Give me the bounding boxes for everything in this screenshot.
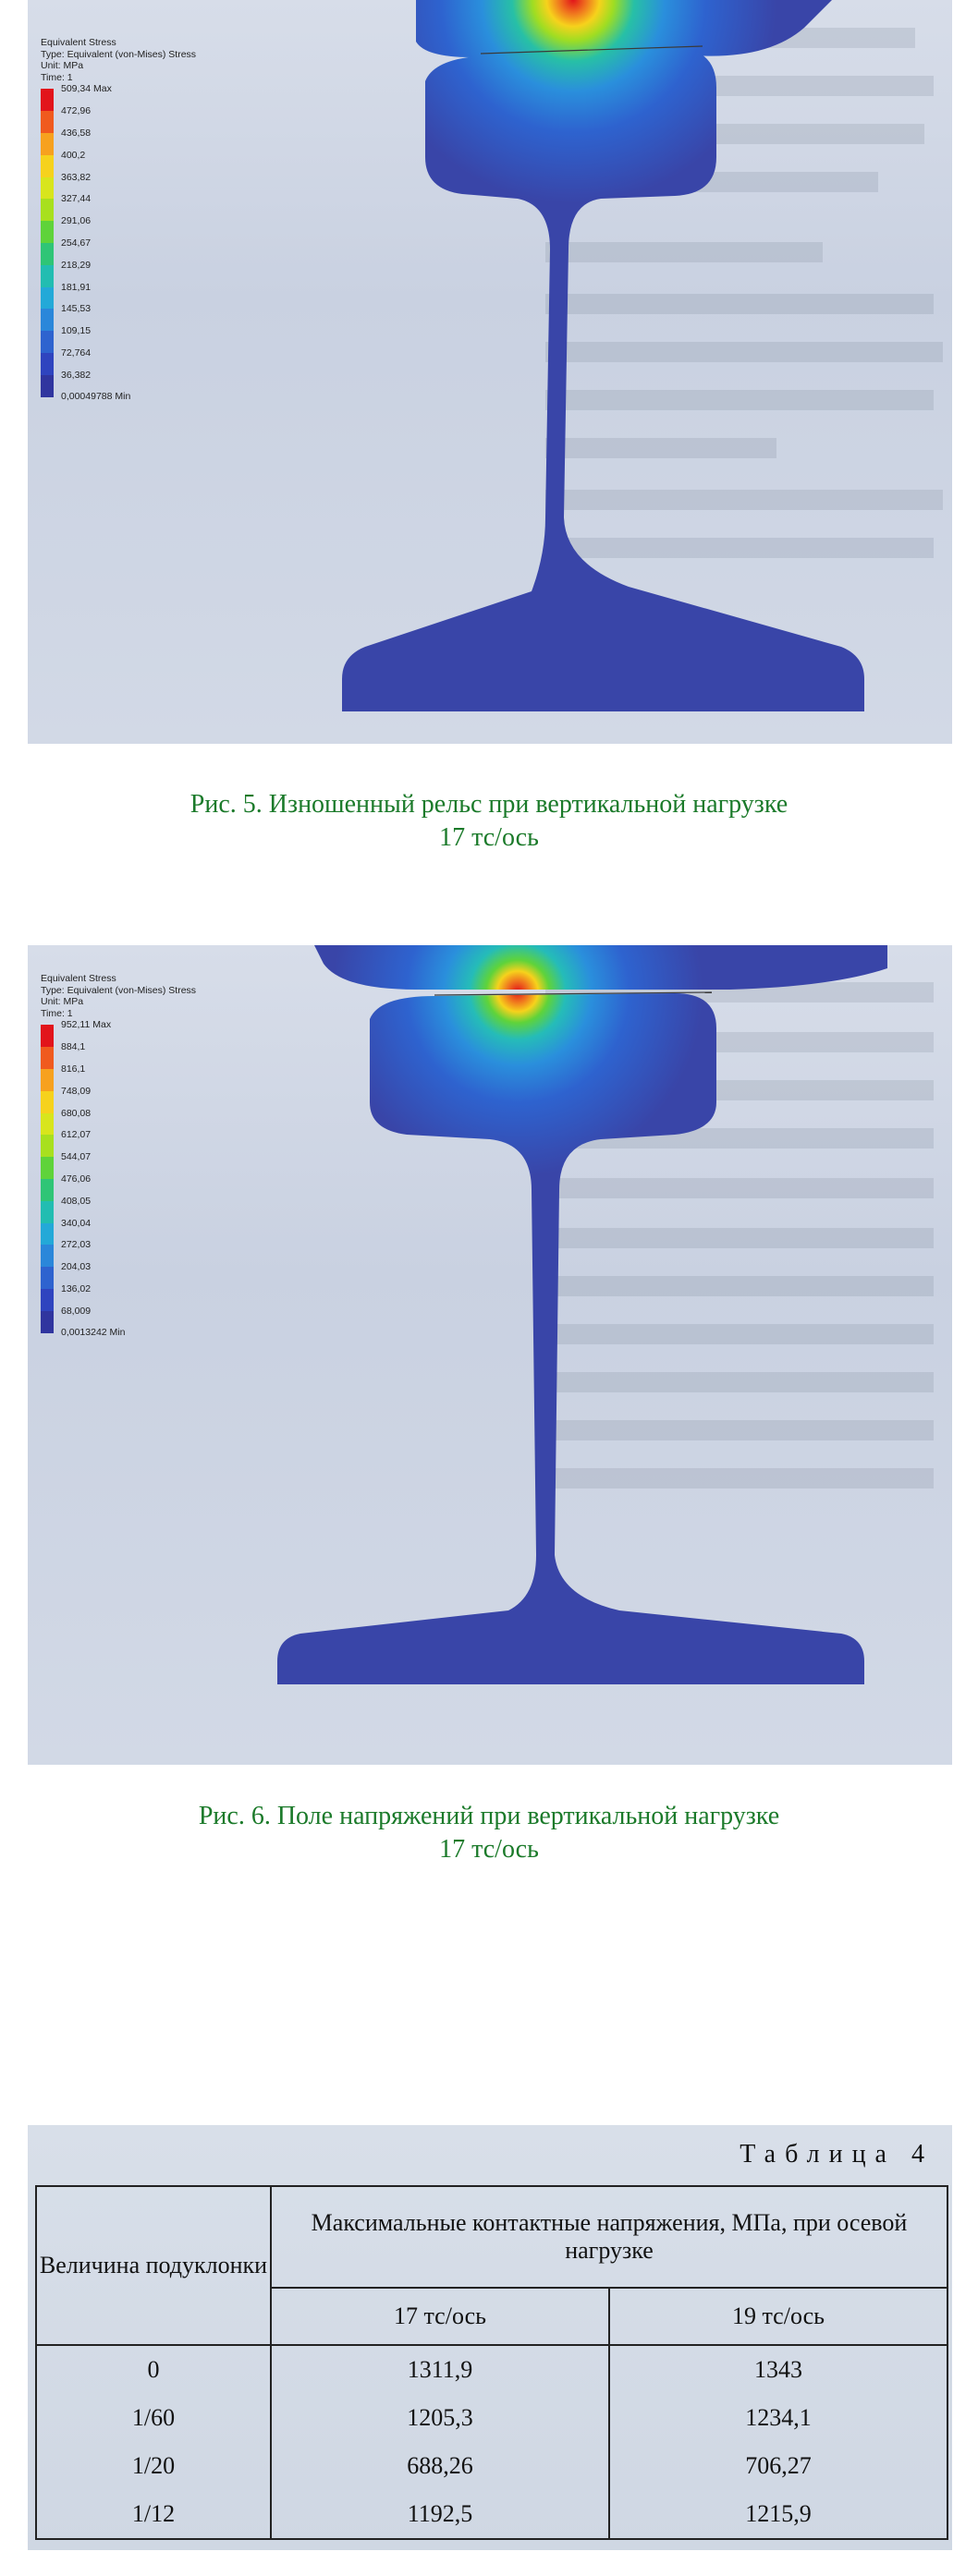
table-cell: 0 <box>36 2345 271 2394</box>
legend-swatch <box>41 1179 54 1201</box>
table-cell: 1205,3 <box>271 2394 609 2442</box>
legend-swatch <box>41 331 54 353</box>
table-cell: 1311,9 <box>271 2345 609 2394</box>
legend-level-label: 0,00049788 Min <box>61 390 131 402</box>
legend-title: Equivalent Stress <box>41 37 116 48</box>
table-cell: 1/60 <box>36 2394 271 2442</box>
legend-level-label: 68,009 <box>61 1305 92 1317</box>
legend-swatch <box>41 309 54 331</box>
legend-swatch <box>41 1025 54 1047</box>
column-header-19: 19 тс/ось <box>609 2288 947 2345</box>
legend-swatch <box>41 1091 54 1113</box>
legend-swatch <box>41 1311 54 1333</box>
legend-swatch <box>41 243 54 265</box>
legend-time: Time: 1 <box>41 71 73 83</box>
rail-head-and-web <box>277 993 864 1684</box>
table-cell: 1/12 <box>36 2490 271 2539</box>
legend-swatch <box>41 111 54 133</box>
figure-5 <box>28 0 952 744</box>
legend-level-label: 272,03 <box>61 1239 92 1251</box>
table-cell: 1215,9 <box>609 2490 947 2539</box>
legend-level-label: 109,15 <box>61 325 92 337</box>
legend-level-label: 0,0013242 Min <box>61 1326 126 1338</box>
stress-legend <box>41 37 226 402</box>
table-cell: 1234,1 <box>609 2394 947 2442</box>
caption-line-1: Рис. 6. Поле напряжений при вертикальной нагрузке <box>198 1802 780 1830</box>
legend-swatch <box>41 1113 54 1136</box>
legend-level-label: 436,58 <box>61 127 92 139</box>
legend-swatch <box>41 1267 54 1289</box>
legend-level-label: 72,764 <box>61 346 92 358</box>
legend-level-label: 884,1 <box>61 1041 86 1053</box>
legend-unit: Unit: MPa <box>41 60 84 72</box>
column-header-slope: Величина подуклонки <box>36 2186 271 2345</box>
figure-6 <box>28 945 952 1765</box>
table-row <box>36 2394 947 2442</box>
figure-5-caption <box>0 788 978 855</box>
legend-swatch <box>41 1135 54 1157</box>
legend-level-label: 327,44 <box>61 193 92 205</box>
table-cell: 688,26 <box>271 2442 609 2490</box>
legend-swatch <box>41 375 54 397</box>
column-header-group: Максимальные контактные напряжения, МПа, при осевой нагрузке <box>271 2186 947 2288</box>
legend-level-label: 400,2 <box>61 149 86 161</box>
legend-swatch <box>41 287 54 310</box>
legend-swatch <box>41 133 54 155</box>
legend-unit: Unit: MPa <box>41 996 84 1008</box>
rail-head-and-web <box>342 48 864 711</box>
legend-level-label: 544,07 <box>61 1151 92 1163</box>
legend-level-label: 472,96 <box>61 105 92 117</box>
legend-level-label: 218,29 <box>61 259 92 271</box>
column-header-17: 17 тс/ось <box>271 2288 609 2345</box>
legend-level-label: 748,09 <box>61 1085 92 1097</box>
legend-swatch <box>41 1201 54 1223</box>
legend-level-label: 612,07 <box>61 1129 92 1141</box>
legend-swatch <box>41 221 54 243</box>
legend-level-label: 408,05 <box>61 1195 92 1207</box>
legend-swatch <box>41 1245 54 1267</box>
legend-swatch <box>41 199 54 221</box>
legend-scale <box>41 83 226 402</box>
legend-level-label: 816,1 <box>61 1063 86 1075</box>
legend-level-label: 509,34 Max <box>61 83 112 95</box>
figure-6-caption <box>0 1800 978 1866</box>
legend-level-label: 181,91 <box>61 281 92 293</box>
legend-band <box>41 369 226 402</box>
legend-level-label: 145,53 <box>61 303 92 315</box>
legend-level-label: 680,08 <box>61 1107 92 1119</box>
caption-line-2: 17 тс/ось <box>439 1835 539 1864</box>
legend-swatch <box>41 1157 54 1179</box>
legend-swatch <box>41 89 54 111</box>
legend-title: Equivalent Stress <box>41 973 116 984</box>
legend-type: Type: Equivalent (von-Mises) Stress <box>41 48 197 60</box>
legend-level-label: 363,82 <box>61 171 92 183</box>
wheel-shape <box>314 945 887 990</box>
legend-swatch <box>41 1047 54 1069</box>
table-cell: 1/20 <box>36 2442 271 2490</box>
legend-level-label: 36,382 <box>61 369 92 381</box>
table-label: Таблица 4 <box>740 2140 934 2169</box>
legend-type: Type: Equivalent (von-Mises) Stress <box>41 984 197 996</box>
table-row <box>36 2345 947 2394</box>
legend-swatch <box>41 177 54 200</box>
legend-scale <box>41 1019 226 1338</box>
legend-swatch <box>41 1289 54 1311</box>
table-cell: 706,27 <box>609 2442 947 2490</box>
caption-line-2: 17 тс/ось <box>439 823 539 852</box>
legend-swatch <box>41 155 54 177</box>
legend-level-label: 952,11 Max <box>61 1019 112 1031</box>
legend-level-label: 254,67 <box>61 237 92 249</box>
contact-stress-table <box>35 2185 948 2540</box>
table-4 <box>28 2125 952 2550</box>
legend-level-label: 136,02 <box>61 1282 92 1294</box>
legend-level-label: 476,06 <box>61 1173 92 1185</box>
legend-level-label: 291,06 <box>61 215 92 227</box>
legend-level-label: 340,04 <box>61 1217 92 1229</box>
legend-swatch <box>41 1223 54 1245</box>
caption-line-1: Рис. 5. Изношенный рельс при вертикальной нагрузке <box>189 790 789 819</box>
stress-legend <box>41 973 226 1338</box>
table-row <box>36 2490 947 2539</box>
legend-level-label: 204,03 <box>61 1261 92 1273</box>
legend-swatch <box>41 353 54 375</box>
legend-swatch <box>41 1069 54 1091</box>
table-row <box>36 2442 947 2490</box>
legend-band <box>41 1305 226 1338</box>
legend-swatch <box>41 265 54 287</box>
table-cell: 1343 <box>609 2345 947 2394</box>
legend-time: Time: 1 <box>41 1007 73 1019</box>
table-cell: 1192,5 <box>271 2490 609 2539</box>
